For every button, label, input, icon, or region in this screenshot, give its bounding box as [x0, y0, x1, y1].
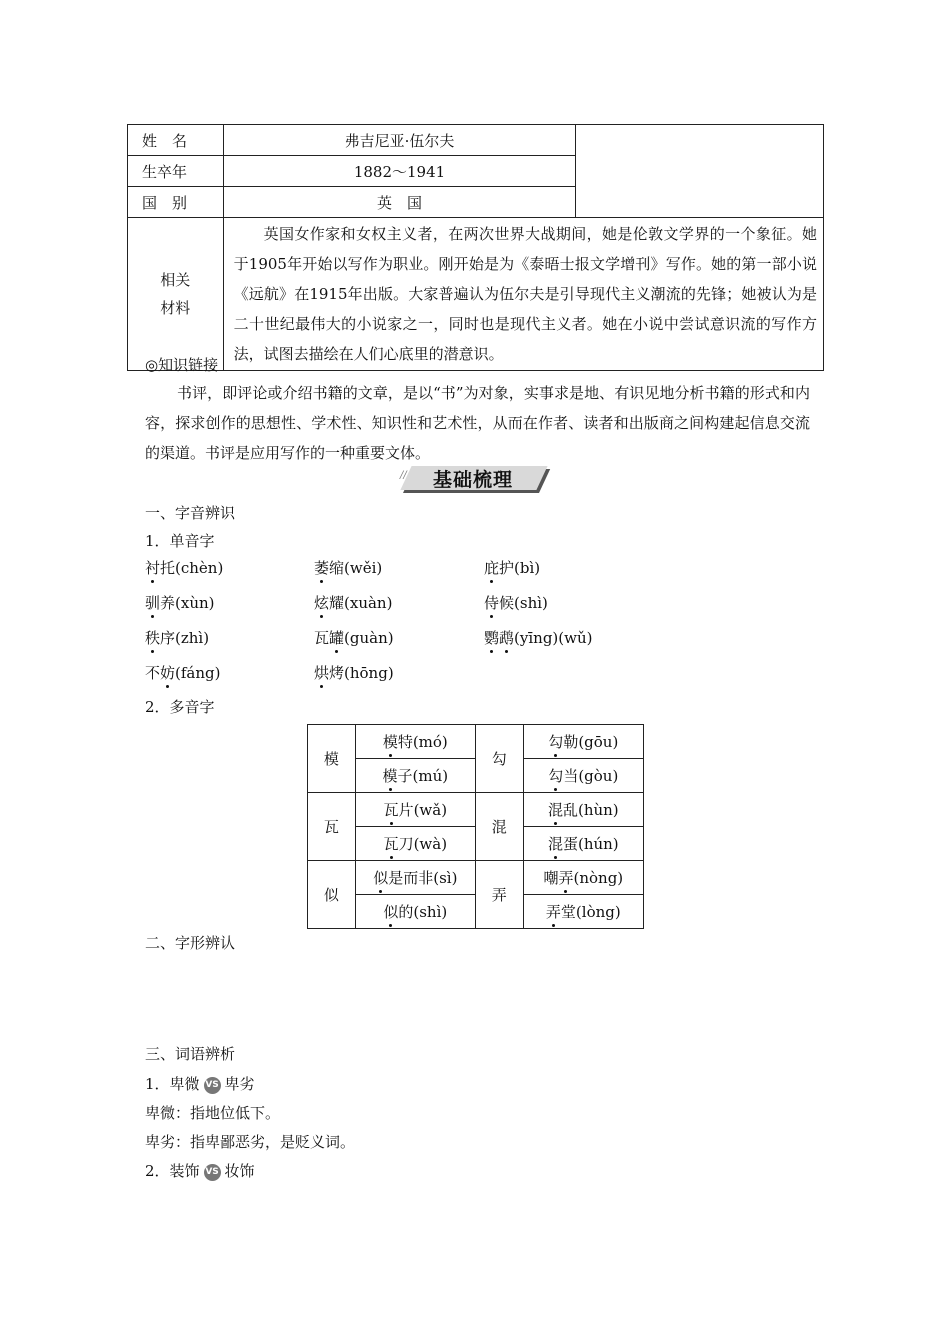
polyphone-word	[355, 827, 475, 861]
dotted-char: 似	[373, 869, 389, 887]
word-rest: 耀(xuàn)	[329, 594, 393, 612]
dotted-char: 秩	[145, 629, 161, 647]
section1-sub1: 1．单音字	[145, 532, 215, 550]
polyphone-word	[355, 793, 475, 827]
dotted-char: 炫	[314, 594, 330, 612]
dotted-char: 似	[383, 903, 399, 921]
word-rest: 养(xùn)	[160, 594, 215, 612]
word-prefix: 瓦	[314, 629, 330, 647]
compare-item-1	[145, 1073, 255, 1094]
single-sound-word	[145, 662, 221, 683]
polyphone-row	[308, 861, 644, 895]
knowledge-text: 书评，即评论或介绍书籍的文章，是以“书”为对象，实事求是地、有识见地分析书籍的形式和内容，探求创作的思想性、学术性、知识性和艺术性，从而在作者、读者和出版商之间构建起信息交流的渠道。书评是应用写作的一种重要文体。	[145, 384, 810, 462]
author-info-table	[127, 124, 824, 371]
polyphone-char: 模	[308, 725, 356, 793]
polyphone-word	[523, 861, 643, 895]
single-sound-word	[145, 557, 223, 578]
single-sound-word	[314, 592, 392, 613]
name-label: 姓 名	[128, 125, 224, 156]
single-sound-word	[484, 557, 540, 578]
polyphone-char: 混	[475, 793, 523, 861]
dotted-char: 勾	[548, 767, 564, 785]
word-rest: 护(bì)	[499, 559, 541, 577]
vs-icon: VS	[204, 1077, 221, 1094]
country-label: 国 别	[128, 187, 224, 218]
compare-2-word-b: 妆饰	[224, 1162, 255, 1180]
dotted-char: 弄	[545, 903, 561, 921]
country-value: 英 国	[223, 187, 576, 218]
word-rest: (guàn)	[344, 629, 394, 647]
material-label-line1: 相关	[160, 271, 191, 289]
single-sound-word	[314, 662, 394, 683]
word-rest: 堂(lòng)	[560, 903, 621, 921]
dotted-char: 妨	[160, 664, 176, 682]
dotted-char: 弄	[558, 869, 574, 887]
dotted-char: 罐	[329, 629, 345, 647]
knowledge-heading: ◎知识链接	[145, 356, 219, 374]
dotted-char: 混	[547, 801, 563, 819]
word-rest: 缩(wěi)	[329, 559, 383, 577]
banner-quote-icon: //	[400, 470, 407, 481]
dotted-char: 庇	[484, 559, 500, 577]
section-banner	[398, 464, 548, 494]
dotted-char: 鹦	[484, 629, 500, 647]
section3-heading: 三、词语辨析	[145, 1045, 236, 1063]
single-sound-word	[145, 592, 215, 613]
compare-1-word-a: 1．卑微	[145, 1075, 200, 1093]
dotted-char: 模	[382, 733, 398, 751]
word-rest: 片(wǎ)	[398, 801, 448, 819]
section1-heading: 一、字音辨识	[145, 504, 236, 522]
word-rest: 当(gòu)	[563, 767, 619, 785]
polyphone-char: 似	[308, 861, 356, 929]
definition-2: 卑劣：指卑鄙恶劣，是贬义词。	[145, 1133, 356, 1151]
single-sound-word	[314, 627, 394, 648]
polyphone-word	[523, 759, 643, 793]
single-sound-word	[145, 627, 209, 648]
word-rest: 的(shì)	[398, 903, 448, 921]
polyphone-char: 弄	[475, 861, 523, 929]
word-prefix: 嘲	[543, 869, 559, 887]
word-rest: (fáng)	[175, 664, 221, 682]
polyphone-word	[355, 895, 475, 929]
polyphone-word	[355, 861, 475, 895]
dotted-char: 混	[547, 835, 563, 853]
word-rest: 序(zhì)	[160, 629, 210, 647]
polyphone-char: 勾	[475, 725, 523, 793]
polyphone-row	[308, 793, 644, 827]
dotted-char: 烘	[314, 664, 330, 682]
polyphone-word	[523, 895, 643, 929]
polyphone-word	[523, 827, 643, 861]
name-value: 弗吉尼亚·伍尔夫	[223, 125, 576, 156]
polyphone-table	[307, 724, 644, 929]
dotted-char: 驯	[145, 594, 161, 612]
polyphone-char: 瓦	[308, 793, 356, 861]
compare-1-word-b: 卑劣	[224, 1075, 255, 1093]
dotted-char: 鹉	[499, 629, 515, 647]
polyphone-word	[523, 725, 643, 759]
single-sound-word	[484, 627, 592, 648]
compare-2-word-a: 2．装饰	[145, 1162, 200, 1180]
dotted-char: 侍	[484, 594, 500, 612]
word-rest: 是而非(sì)	[388, 869, 458, 887]
dotted-char: 模	[382, 767, 398, 785]
polyphone-word	[523, 793, 643, 827]
section1-sub2: 2．多音字	[145, 698, 215, 716]
word-rest: 勒(gōu)	[563, 733, 619, 751]
word-rest: (yīng)(wǔ)	[514, 629, 593, 647]
dotted-char: 瓦	[383, 801, 399, 819]
word-rest: 刀(wà)	[398, 835, 448, 853]
material-label	[128, 218, 224, 371]
polyphone-row	[308, 725, 644, 759]
section2-heading: 二、字形辨认	[145, 934, 236, 952]
word-rest: 蛋(hún)	[562, 835, 619, 853]
polyphone-word	[355, 759, 475, 793]
dotted-char: 瓦	[383, 835, 399, 853]
portrait-cell	[576, 125, 824, 218]
dotted-char: 萎	[314, 559, 330, 577]
years-value: 1882～1941	[223, 156, 576, 187]
word-rest: 托(chèn)	[160, 559, 224, 577]
material-label-line2: 材料	[160, 299, 191, 317]
word-prefix: 不	[145, 664, 161, 682]
polyphone-word	[355, 725, 475, 759]
dotted-char: 衬	[145, 559, 161, 577]
word-rest: 子(mú)	[397, 767, 449, 785]
definition-1: 卑微：指地位低下。	[145, 1104, 281, 1122]
years-label: 生卒年	[128, 156, 224, 187]
word-rest: 烤(hōng)	[329, 664, 394, 682]
material-text: 英国女作家和女权主义者，在两次世界大战期间，她是伦敦文学界的一个象征。她于1905年开始以写作为职业。刚开始是为《泰晤士报文学增刊》写作。她的第一部小说《远航》在1915年出版。大家普遍认为伍尔夫是引导现代主义潮流的先锋；她被认为是二十世纪最伟大的小说家之一，同时也是现代主义者。她在小说中尝试意识流的写作方法，试图去描绘在人们心底里的潜意识。	[223, 218, 823, 371]
compare-item-2	[145, 1160, 255, 1181]
word-rest: (nòng)	[573, 869, 624, 887]
word-rest: 特(mó)	[397, 733, 448, 751]
vs-icon: VS	[204, 1164, 221, 1181]
single-sound-word	[484, 592, 548, 613]
word-rest: 乱(hùn)	[562, 801, 619, 819]
single-sound-word	[314, 557, 382, 578]
word-rest: 候(shì)	[499, 594, 548, 612]
banner-title: 基础梳理	[432, 469, 513, 491]
dotted-char: 勾	[548, 733, 564, 751]
